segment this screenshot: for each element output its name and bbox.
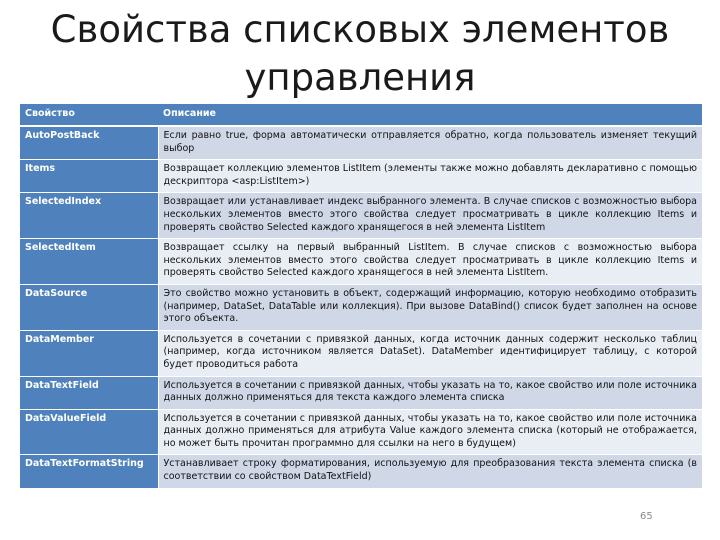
page-number: 65 bbox=[640, 511, 653, 522]
property-name: AutoPostBack bbox=[20, 126, 158, 160]
property-name: DataSource bbox=[20, 284, 158, 330]
property-description: Если равно true, форма автоматически отправляется обратно, когда пользователь изменяет текущий выбор bbox=[158, 126, 702, 160]
properties-table-container bbox=[20, 104, 702, 489]
property-description: Используется в сочетании с привязкой данных, чтобы указать на то, какое свойство или поле источника данных должно применяться для атрибута Value каждого элемента списка (который не отображается, но может быть прочитан программно для ссылки на него в будущем) bbox=[158, 409, 702, 455]
property-description: Это свойство можно установить в объект, содержащий информацию, которую необходимо отобразить (например, DataSet, DataTable или коллекция). При вызове DataBind() список будет заполнен на основе этого объекта. bbox=[158, 284, 702, 330]
property-name: SelectedItem bbox=[20, 239, 158, 285]
table-row bbox=[20, 239, 702, 285]
property-name: SelectedIndex bbox=[20, 193, 158, 239]
column-header-property: Свойство bbox=[20, 104, 158, 126]
table-row bbox=[20, 193, 702, 239]
table-row bbox=[20, 284, 702, 330]
slide-title-line-2: управления bbox=[244, 56, 476, 99]
property-name: DataTextField bbox=[20, 376, 158, 409]
property-description: Возвращает или устанавливает индекс выбранного элемента. В случае списков с возможностью выбора нескольких элементов вместо этого свойства следует просматривать в цикле коллекцию Items и проверять свойство Selected каждого хранящегося в ней элемента ListItem bbox=[158, 193, 702, 239]
table-row bbox=[20, 126, 702, 160]
table-row bbox=[20, 409, 702, 455]
table-header-row bbox=[20, 104, 702, 126]
slide-title-line-1: Свойства списковых элементов bbox=[50, 8, 670, 51]
property-description: Возвращает ссылку на первый выбранный ListItem. В случае списков с возможностью выбора нескольких элементов вместо этого свойства следует просматривать в цикле коллекцию Items и проверять свойство Selected каждого хранящегося в ней элемента ListItem. bbox=[158, 239, 702, 285]
column-header-description: Описание bbox=[158, 104, 702, 126]
property-name: DataMember bbox=[20, 330, 158, 376]
property-description: Возвращает коллекцию элементов ListItem (элементы также можно добавлять декларативно с помощью дескриптора <asp:ListItem>) bbox=[158, 160, 702, 193]
properties-table bbox=[20, 104, 702, 489]
table-row bbox=[20, 160, 702, 193]
table-row bbox=[20, 455, 702, 488]
slide-title bbox=[0, 6, 720, 102]
property-name: DataTextFormatString bbox=[20, 455, 158, 488]
property-description: Используется в сочетании с привязкой данных, когда источник данных содержит несколько таблиц (например, когда источником является DataSet). DataMember идентифицирует таблицу, с которой будет проводиться работа bbox=[158, 330, 702, 376]
property-description: Устанавливает строку форматирования, используемую для преобразования текста элемента списка (в соответствии со свойством DataTextField) bbox=[158, 455, 702, 488]
property-description: Используется в сочетании с привязкой данных, чтобы указать на то, какое свойство или поле источника данных должно применяться для текста каждого элемента списка bbox=[158, 376, 702, 409]
table-row bbox=[20, 376, 702, 409]
property-name: Items bbox=[20, 160, 158, 193]
table-row bbox=[20, 330, 702, 376]
property-name: DataValueField bbox=[20, 409, 158, 455]
